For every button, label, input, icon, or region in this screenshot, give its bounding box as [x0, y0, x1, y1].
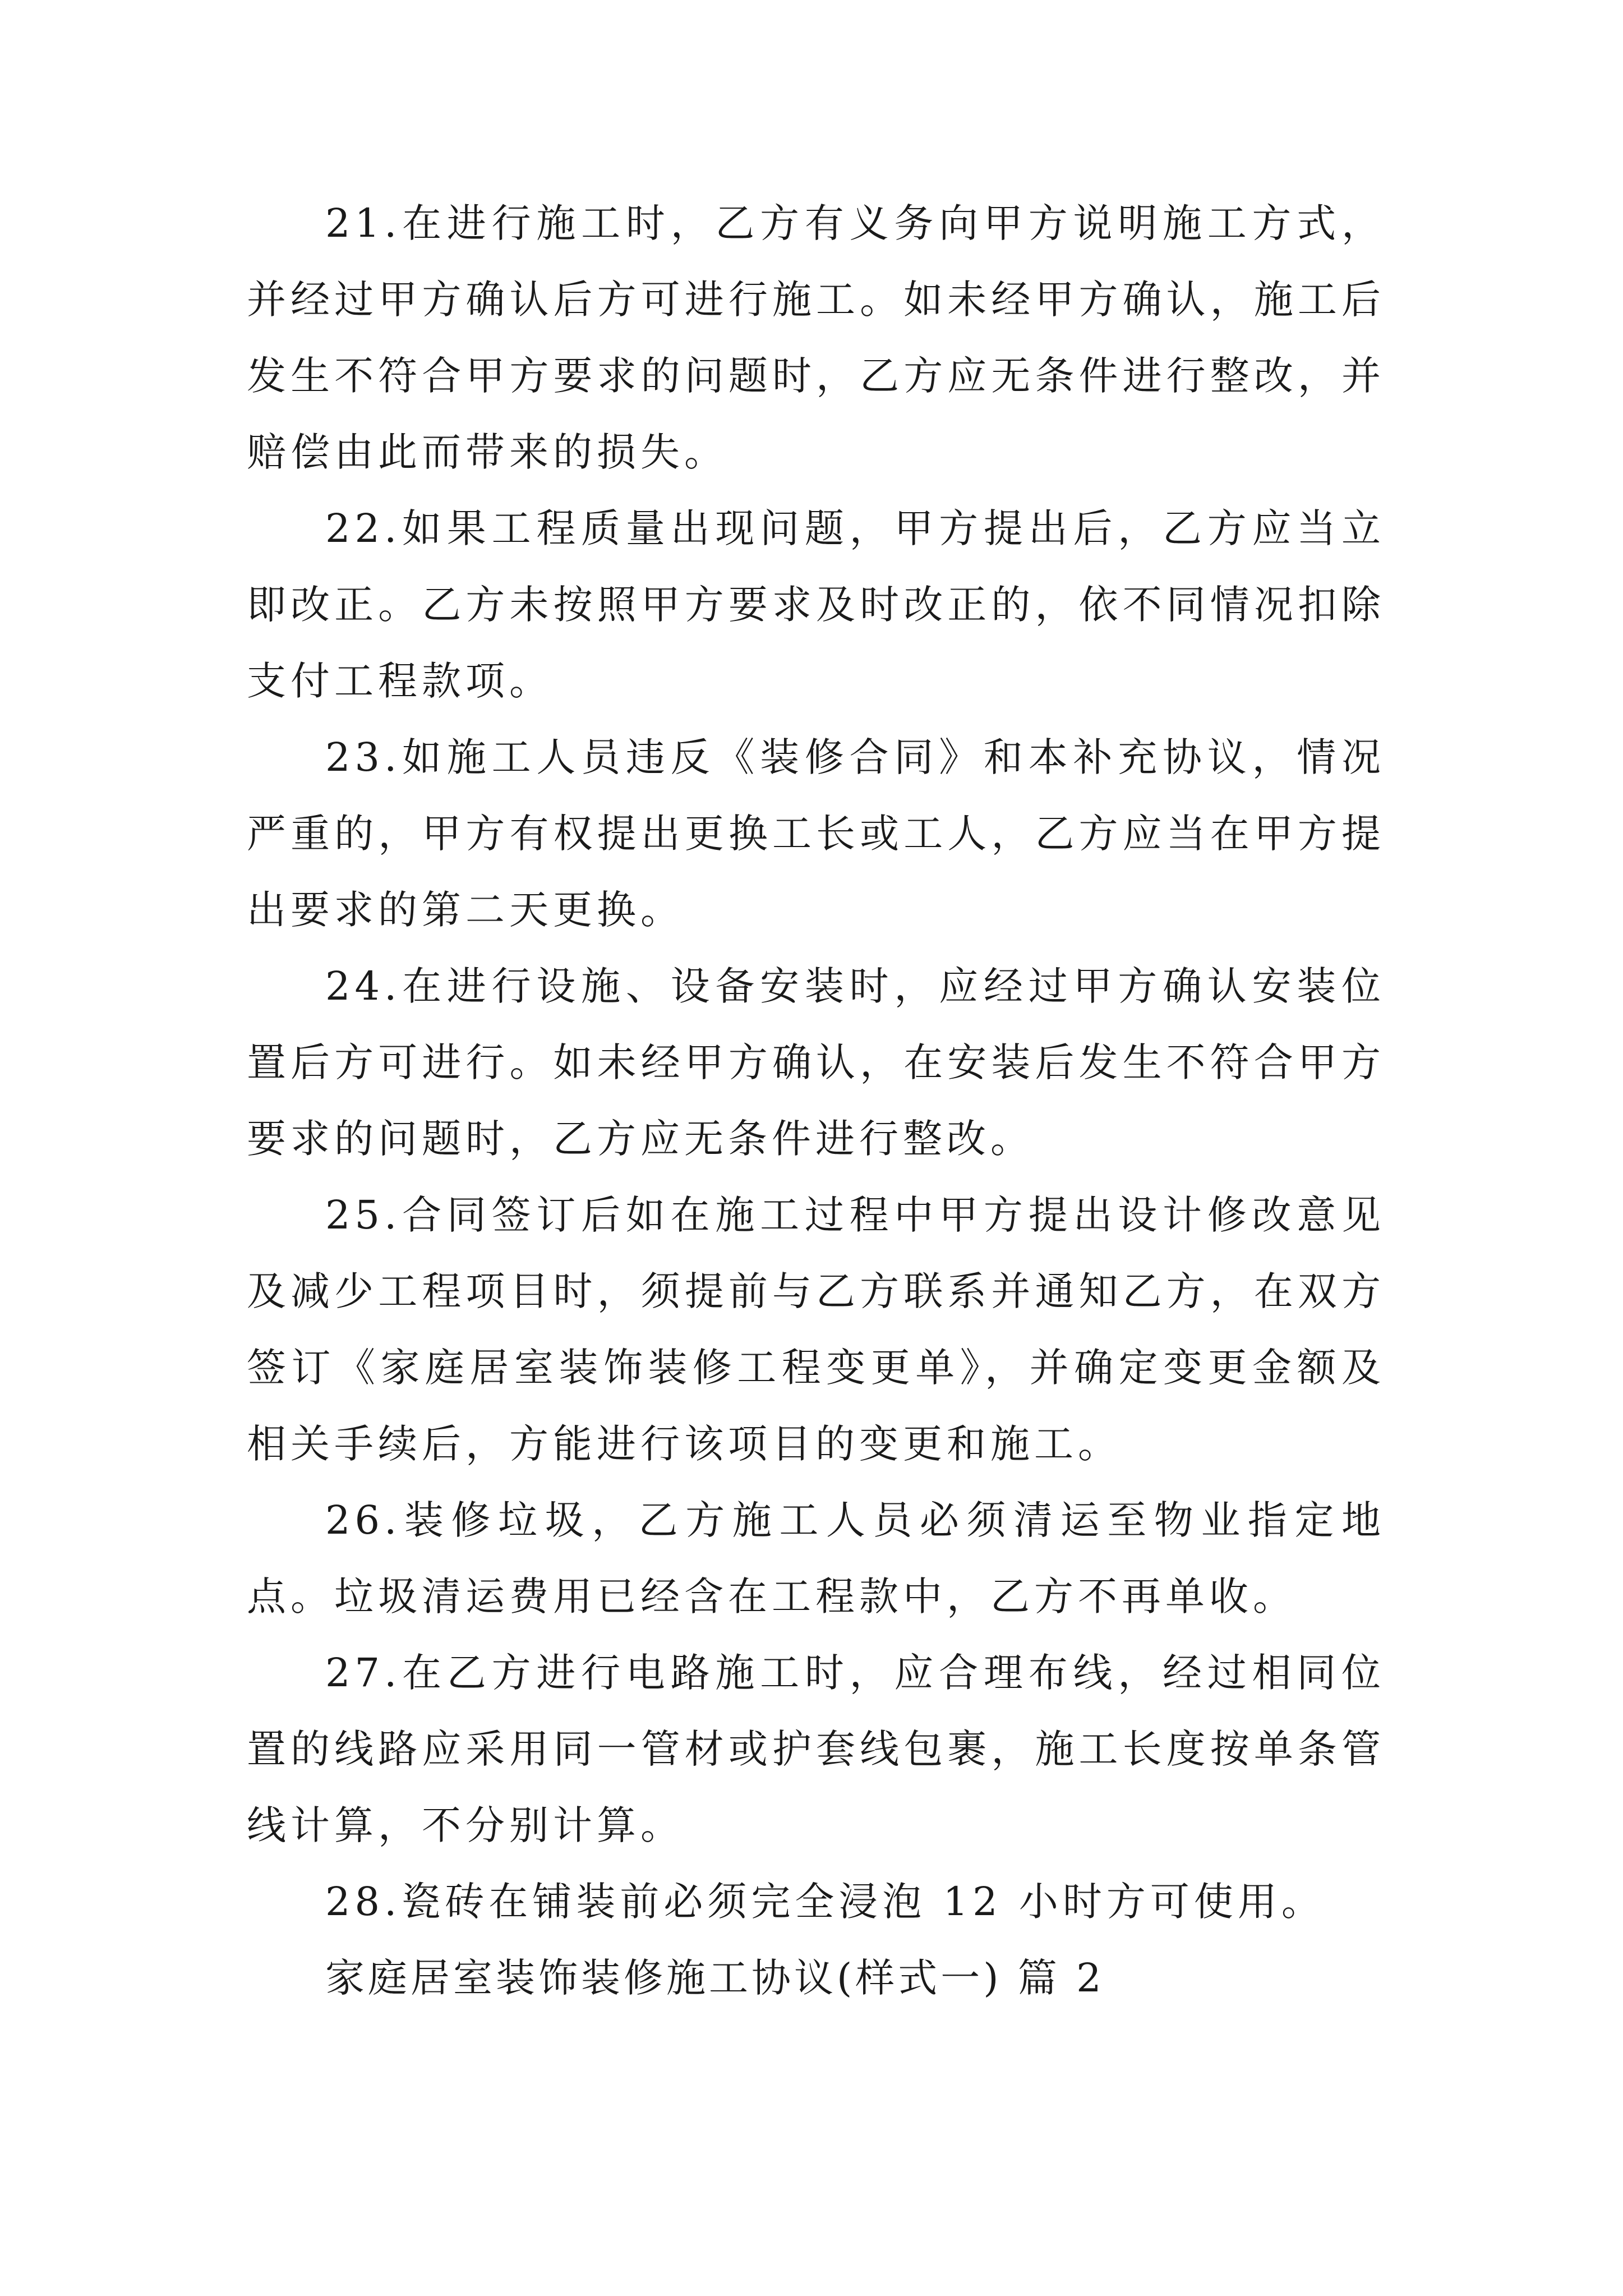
clause-24: 24.在进行设施、设备安装时，应经过甲方确认安装位置后方可进行。如未经甲方确认，在安装后发生不符合甲方要求的问题时，乙方应无条件进行整改。	[247, 963, 1385, 1162]
clause-22: 22.如果工程质量出现问题，甲方提出后，乙方应当立即改正。乙方未按照甲方要求及时改正的，依不同情况扣除支付工程款项。	[247, 505, 1385, 704]
section-heading: 家庭居室装饰装修施工协议(样式一) 篇 2	[325, 1955, 1105, 2001]
clause-27: 27.在乙方进行电路施工时，应合理布线，经过相同位置的线路应采用同一管材或护套线包裹，施工长度按单条管线计算，不分别计算。	[247, 1650, 1385, 1848]
document-body	[247, 185, 1385, 2016]
clause-28: 28.瓷砖在铺装前必须完全浸泡 12 小时方可使用。	[325, 1879, 1325, 1925]
clause-21: 21.在进行施工时，乙方有义务向甲方说明施工方式，并经过甲方确认后方可进行施工。如未经甲方确认，施工后发生不符合甲方要求的问题时，乙方应无条件进行整改，并赔偿由此而带来的损失。	[247, 200, 1385, 475]
clause-23: 23.如施工人员违反《装修合同》和本补充协议，情况严重的，甲方有权提出更换工长或工人，乙方应当在甲方提出要求的第二天更换。	[247, 734, 1385, 933]
clause-25: 25.合同签订后如在施工过程中甲方提出设计修改意见及减少工程项目时，须提前与乙方联系并通知乙方，在双方签订《家庭居室装饰装修工程变更单》，并确定变更金额及相关手续后，方能进行该项目的变更和施工。	[247, 1192, 1385, 1467]
clause-26: 26.装修垃圾，乙方施工人员必须清运至物业指定地点。垃圾清运费用已经含在工程款中，乙方不再单收。	[247, 1497, 1385, 1619]
